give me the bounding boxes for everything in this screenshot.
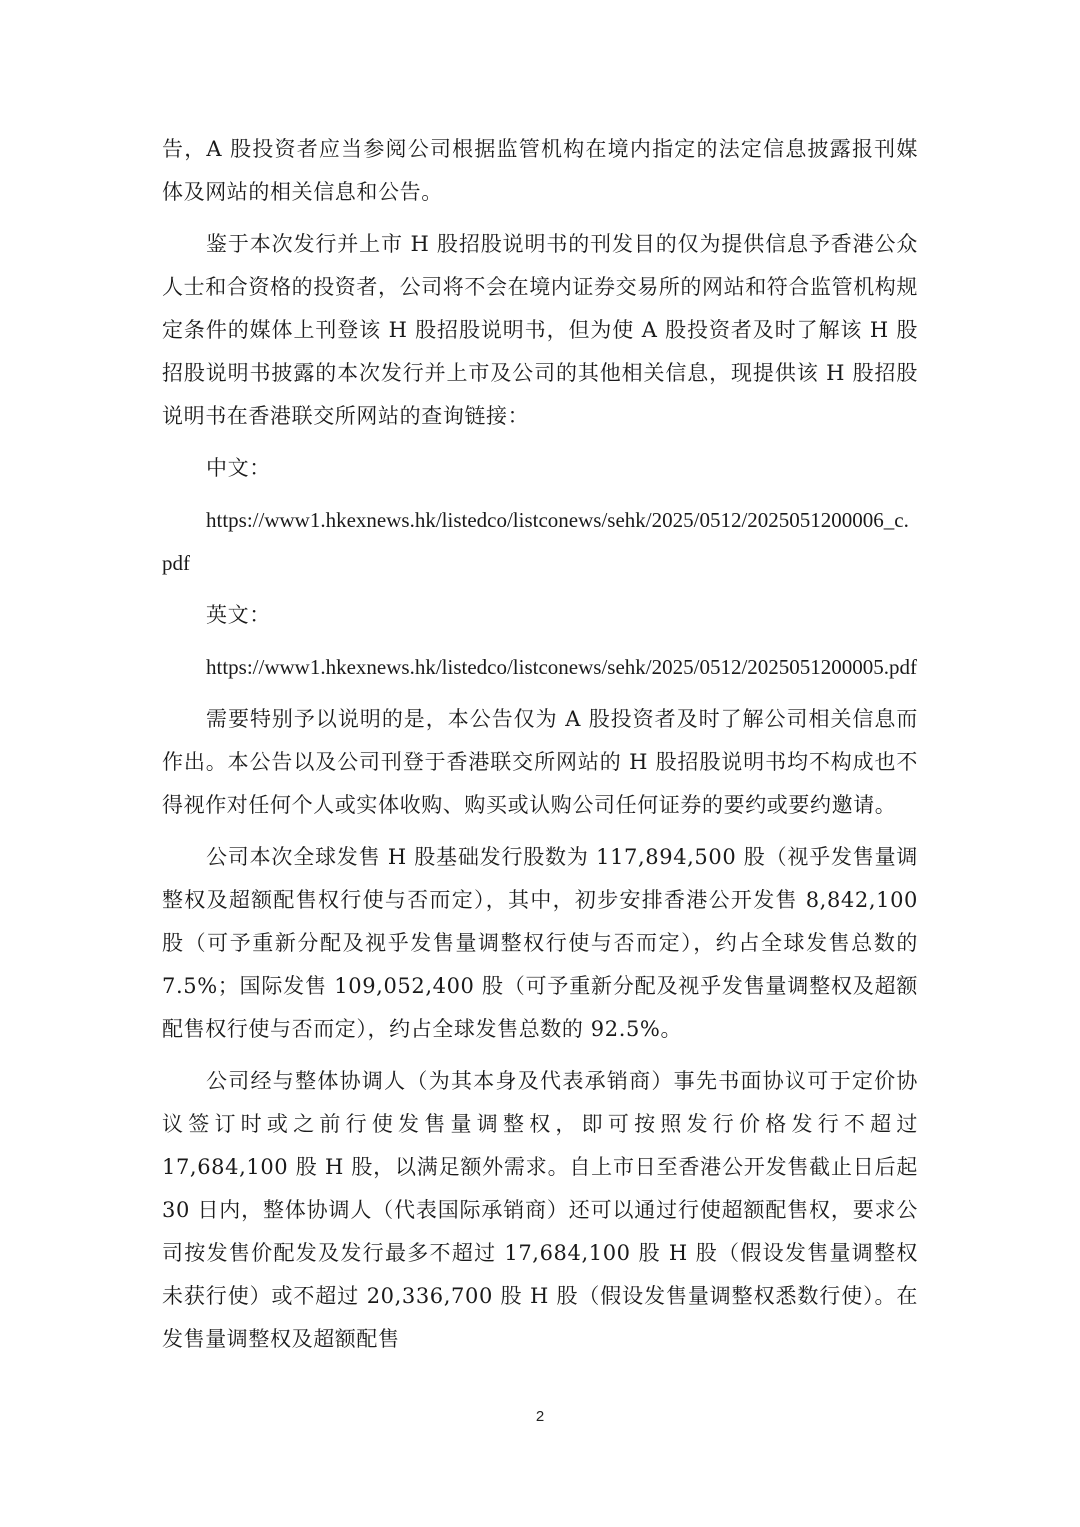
paragraph-global-offering: 公司本次全球发售 H 股基础发行股数为 117,894,500 股（视乎发售量调整权及超额配售权行使与否而定），其中，初步安排香港公开发售 8,842,100 股（可予重新分配及视乎发售量调整权行使与否而定），约占全球发售总数的 7.5%；国际发售 109,052,400 股（可予重新分配及视乎发售量调整权及超额配售权行使与否而定），约占全球发售总数的 92.5%。 bbox=[162, 845, 918, 1041]
english-version-label: 英文： bbox=[206, 603, 271, 627]
document-body bbox=[162, 128, 918, 1370]
paragraph-adjustment-option: 公司经与整体协调人（为其本身及代表承销商）事先书面协议可于定价协议签订时或之前行使发售量调整权，即可按照发行价格发行不超过 17,684,100 股 H 股，以满足额外需求。自上市日至香港公开发售截止日后起 30 日内，整体协调人（代表国际承销商）还可以通过行使超额配售权，要求公司按发售价配发及发行最多不超过 17,684,100 股 H 股（假设发售量调整权未获行使）或不超过 20,336,700 股 H 股（假设发售量调整权悉数行使）。在发售量调整权及超额配售 bbox=[162, 1069, 918, 1351]
paragraph-continuation: 告，A 股投资者应当参阅公司根据监管机构在境内指定的法定信息披露报刊媒体及网站的相关信息和公告。 bbox=[162, 137, 918, 204]
chinese-version-label: 中文： bbox=[206, 456, 271, 480]
english-prospectus-link[interactable]: https://www1.hkexnews.hk/listedco/listconews/sehk/2025/0512/2025051200005.pdf bbox=[206, 655, 918, 679]
page-number: 2 bbox=[535, 1408, 545, 1425]
paragraph-h-share-prospectus: 鉴于本次发行并上市 H 股招股说明书的刊发目的仅为提供信息予香港公众人士和合资格的投资者，公司将不会在境内证券交易所的网站和符合监管机构规定条件的媒体上刊登该 H 股招股说明书，但为使 A 股投资者及时了解该 H 股招股说明书披露的本次发行并上市及公司的其他相关信息，现提供该 H 股招股说明书在香港联交所网站的查询链接： bbox=[162, 232, 918, 428]
chinese-prospectus-link[interactable]: https://www1.hkexnews.hk/listedco/listconews/sehk/2025/0512/2025051200006_c.pdf bbox=[162, 508, 909, 575]
paragraph-disclaimer: 需要特别予以说明的是，本公告仅为 A 股投资者及时了解公司相关信息而作出。本公告以及公司刊登于香港联交所网站的 H 股招股说明书均不构成也不得视作对任何个人或实体收购、购买或认购公司任何证券的要约或要约邀请。 bbox=[162, 707, 918, 817]
